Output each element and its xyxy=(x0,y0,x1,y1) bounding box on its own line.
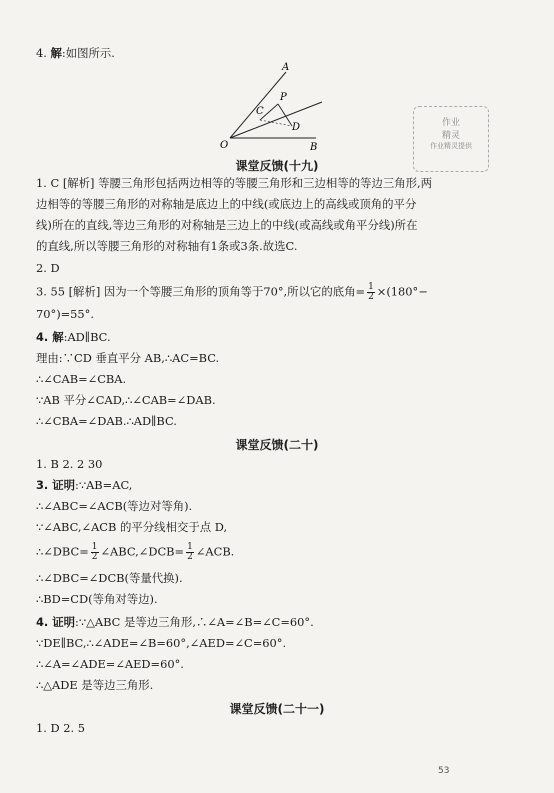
section-title-20: 课堂反馈(二十) xyxy=(235,438,319,452)
q20-4-line2: ∵DE∥BC,∴∠ADE=∠B=60°,∠AED=∠C=60°. xyxy=(36,636,287,650)
label-p: P xyxy=(280,92,287,103)
q19-3-line2: 70°)=55°. xyxy=(36,307,94,321)
watermark-stamp: 作业 精灵 作业精灵提供 xyxy=(413,106,489,172)
segment-cd xyxy=(260,120,292,126)
q19-1-line1: 1. C [解析] 等腰三角形包括两边相等的等腰三角形和三边相等的等边三角形,两 xyxy=(36,176,433,190)
label-a: A xyxy=(282,62,290,73)
q20-1-2: 1. B 2. 2 30 xyxy=(36,457,103,471)
ray-oa xyxy=(230,72,286,138)
q19-3-line1: 3. 55 [解析] 因为一个等腰三角形的顶角等于70°,所以它的底角= $\frac{1}{2}$ ×(180°− xyxy=(36,282,428,302)
q20-3-line5: ∴∠DBC=∠DCB(等量代换). xyxy=(36,571,183,585)
item-4-intro: 4. 解:如图所示. xyxy=(36,46,115,60)
q19-1-line4: 的直线,所以等腰三角形的对称轴有1条或3条.故选C. xyxy=(36,239,298,253)
fraction-half: $\frac{1}{2}$ xyxy=(187,542,193,562)
q20-4-line4: ∴△ADE 是等边三角形. xyxy=(36,678,154,692)
q19-4-line4: ∵AB 平分∠CAD,∴∠CAB=∠DAB. xyxy=(36,393,216,407)
fraction-half: $\frac{1}{2}$ xyxy=(368,282,374,302)
q20-3-line3: ∵∠ABC,∠ACB 的平分线相交于点 D, xyxy=(36,520,228,534)
q20-3-line1: 3. 证明:∵AB=AC, xyxy=(36,478,133,492)
page-number: 53 xyxy=(438,766,450,776)
section-title-21: 课堂反馈(二十一) xyxy=(229,702,325,716)
label-d: D xyxy=(292,122,301,133)
q20-4-line3: ∴∠A=∠ADE=∠AED=60°. xyxy=(36,657,184,671)
q19-4-line1: 4. 解:AD∥BC. xyxy=(36,330,111,344)
q19-1-line3: 线)所在的直线,等边三角形的对称轴是三边上的中线(或高线或角平分线)所在 xyxy=(36,218,418,232)
q19-4-line3: ∴∠CAB=∠CBA. xyxy=(36,372,127,386)
q20-4-line1: 4. 证明:∵△ABC 是等边三角形,∴∠A=∠B=∠C=60°. xyxy=(36,615,314,629)
fraction-half: $\frac{1}{2}$ xyxy=(91,542,98,562)
q19-1-line2: 边相等的等腰三角形的对称轴是底边上的中线(或底边上的高线或顶角的平分 xyxy=(36,197,417,211)
q19-4-line5: ∴∠CBA=∠DAB.∴AD∥BC. xyxy=(36,414,177,428)
label-o: O xyxy=(220,140,229,151)
bisector-ray xyxy=(230,102,322,138)
q21-1-2: 1. D 2. 5 xyxy=(36,721,85,735)
section-title-19: 课堂反馈(十九) xyxy=(235,159,319,173)
q20-3-line2: ∴∠ABC=∠ACB(等边对等角). xyxy=(36,499,193,513)
geometry-figure xyxy=(218,62,328,152)
label-b: B xyxy=(310,142,318,152)
q20-3-line4: ∴∠DBC= $\frac{1}{2}$ ∠ABC,∠DCB= $\frac{1}{2}$ ∠ACB. xyxy=(36,542,235,562)
q19-4-line2: 理由:∵CD 垂直平分 AB,∴AC=BC. xyxy=(36,351,220,365)
q19-2: 2. D xyxy=(36,261,60,275)
q20-3-line6: ∴BD=CD(等角对等边). xyxy=(36,592,158,606)
label-c: C xyxy=(256,106,264,117)
